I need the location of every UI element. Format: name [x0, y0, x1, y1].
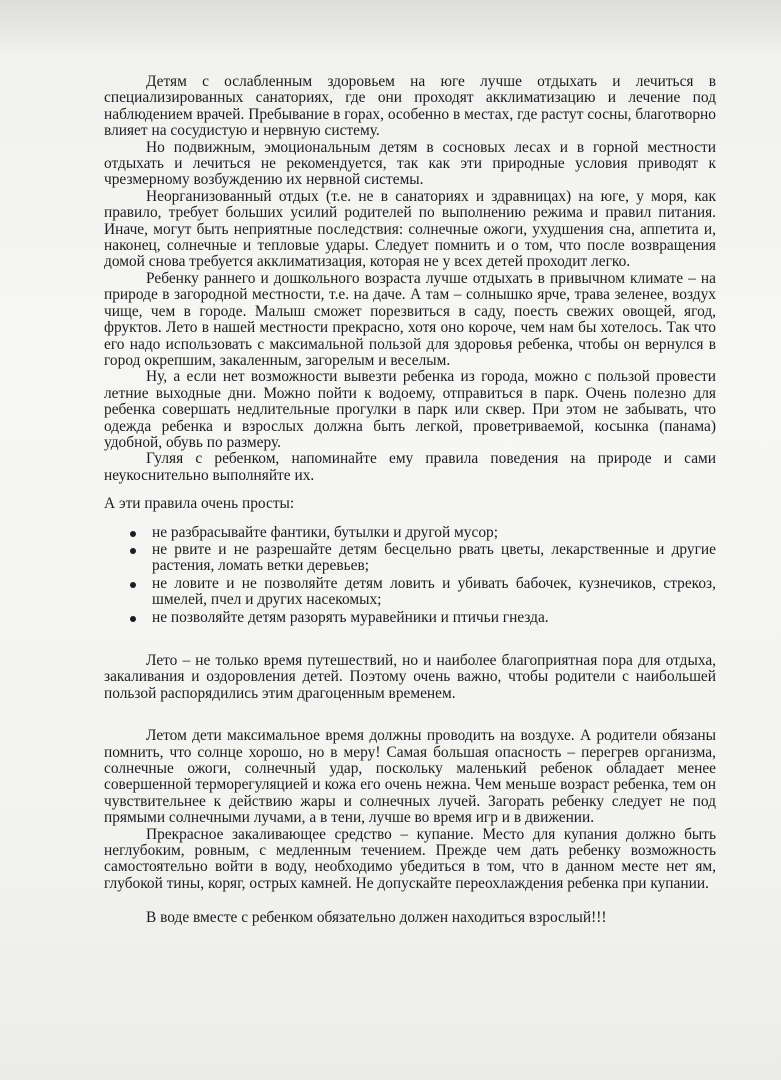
paragraph-sanatoriums: Детям с ослабленным здоровьем на юге лучше отдыхать и лечиться в специализированных санаториях, где они проходят акклиматизацию и лечение под наблюдением врачей. Пребывание в горах, особенно в местах, где растут сосны, благотворно влияет на сосудистую и нервную систему.: [104, 73, 716, 140]
list-item: [104, 542, 716, 575]
rule-text: не ловите и не позволяйте детям ловить и убивать бабочек, кузнечиков, стрекоз, шмелей, пчел и других насекомых;: [152, 574, 716, 609]
rules-list: [104, 525, 716, 626]
paragraph-walking-rules: Гуляя с ребенком, напоминайте ему правила поведения на природе и сами неукоснительно выполняйте их.: [104, 450, 716, 484]
paragraph-city-weekends: Ну, а если нет возможности вывезти ребенка из города, можно с пользой провести летние выходные дни. Можно пойти к водоему, отправиться в парк. Очень полезно для ребенка совершать недлительные прогулки в парк или сквер. При этом не забывать, что одежда ребенка и взрослых должна быть легкой, проветриваемой, косынка (панама) удобной, обувь по размеру.: [104, 368, 716, 451]
rule-text: не позволяйте детям разорять муравейники и птичьи гнезда.: [152, 608, 549, 626]
paragraph-active-children: Но подвижным, эмоциональным детям в сосновых лесах и в горной местности отдыхать и лечиться не рекомендуется, так как эти природные условия приводят к чрезмерному возбуждению их нервной системы.: [104, 138, 716, 189]
list-item: [104, 576, 716, 609]
paragraph-unorganized-rest: Неорганизованный отдых (т.е. не в санаториях и здравницах) на юге, у моря, как правило, требует больших усилий родителей по выполнению режима и правил питания. Иначе, могут быть неприятные последствия: солнечные ожоги, ухудшения сна, аппетита и, наконец, солнечные и тепловые удары. Следует помнить и о том, что после возвращения домой снова требуется акклиматизация, которая не у всех детей проходит легко.: [104, 187, 716, 271]
bullet-icon: [130, 531, 136, 537]
paragraph-bathing: Прекрасное закаливающее средство – купание. Место для купания должно быть неглубоким, ровным, с медленным течением. Прежде чем дать ребенку возможность самостоятельно войти в воду, необходимо убедиться в том, что в данном месте нет ям, глубокой тины, коряг, острых камней. Не допускайте переохлаждения ребенка при купании.: [104, 825, 716, 892]
rule-text: не разбрасывайте фантики, бутылки и другой мусор;: [152, 523, 498, 541]
list-item: [104, 525, 716, 541]
list-item: [104, 610, 716, 626]
paragraph-sun-safety: Летом дети максимальное время должны проводить на воздухе. А родители обязаны помнить, что солнце хорошо, но в меру! Самая большая опасность – перегрев организма, солнечные ожоги, солнечный удар, поскольку маленький ребенок обладает менее совершенной терморегуляцией и кожа его очень нежна. Чем меньше возраст ребенка, тем он чувствительнее к действию жары и солнечных лучей. Загорать ребенку следует не под прямыми солнечными лучами, а в тени, лучше во время игр и в движении.: [104, 727, 716, 827]
rule-text: не рвите и не разрешайте детям бесцельно рвать цветы, лекарственные и другие растения, ломать ветки деревьев;: [152, 540, 716, 575]
rules-intro: А эти правила очень просты:: [104, 495, 295, 513]
bullet-icon: [130, 582, 136, 588]
paragraph-preschool-rest: Ребенку раннего и дошкольного возраста лучше отдыхать в привычном климате – на природе в загородной местности, т.е. на даче. А там – солнышко ярче, трава зеленее, воздух чище, чем в городе. Малыш сможет порезвиться в саду, поесть свежих овощей, ягод, фруктов. Лето в нашей местности прекрасно, хотя оно короче, чем нам бы хотелось. Так что его надо использовать с максимальной пользой для здоровья ребенка, чтобы он вернулся в город окрепшим, закаленным, загорелым и веселым.: [104, 269, 716, 369]
bullet-icon: [130, 548, 136, 554]
bullet-icon: [130, 616, 136, 622]
document-body: [104, 74, 716, 927]
paragraph-summer: Лето – не только время путешествий, но и наиболее благоприятная пора для отдыха, закаливания и оздоровления детей. Поэтому очень важно, чтобы родители с наибольшей пользой распорядились этим драгоценным временем.: [104, 652, 716, 702]
final-note: В воде вместе с ребенком обязательно должен находиться взрослый!!!: [146, 909, 607, 927]
